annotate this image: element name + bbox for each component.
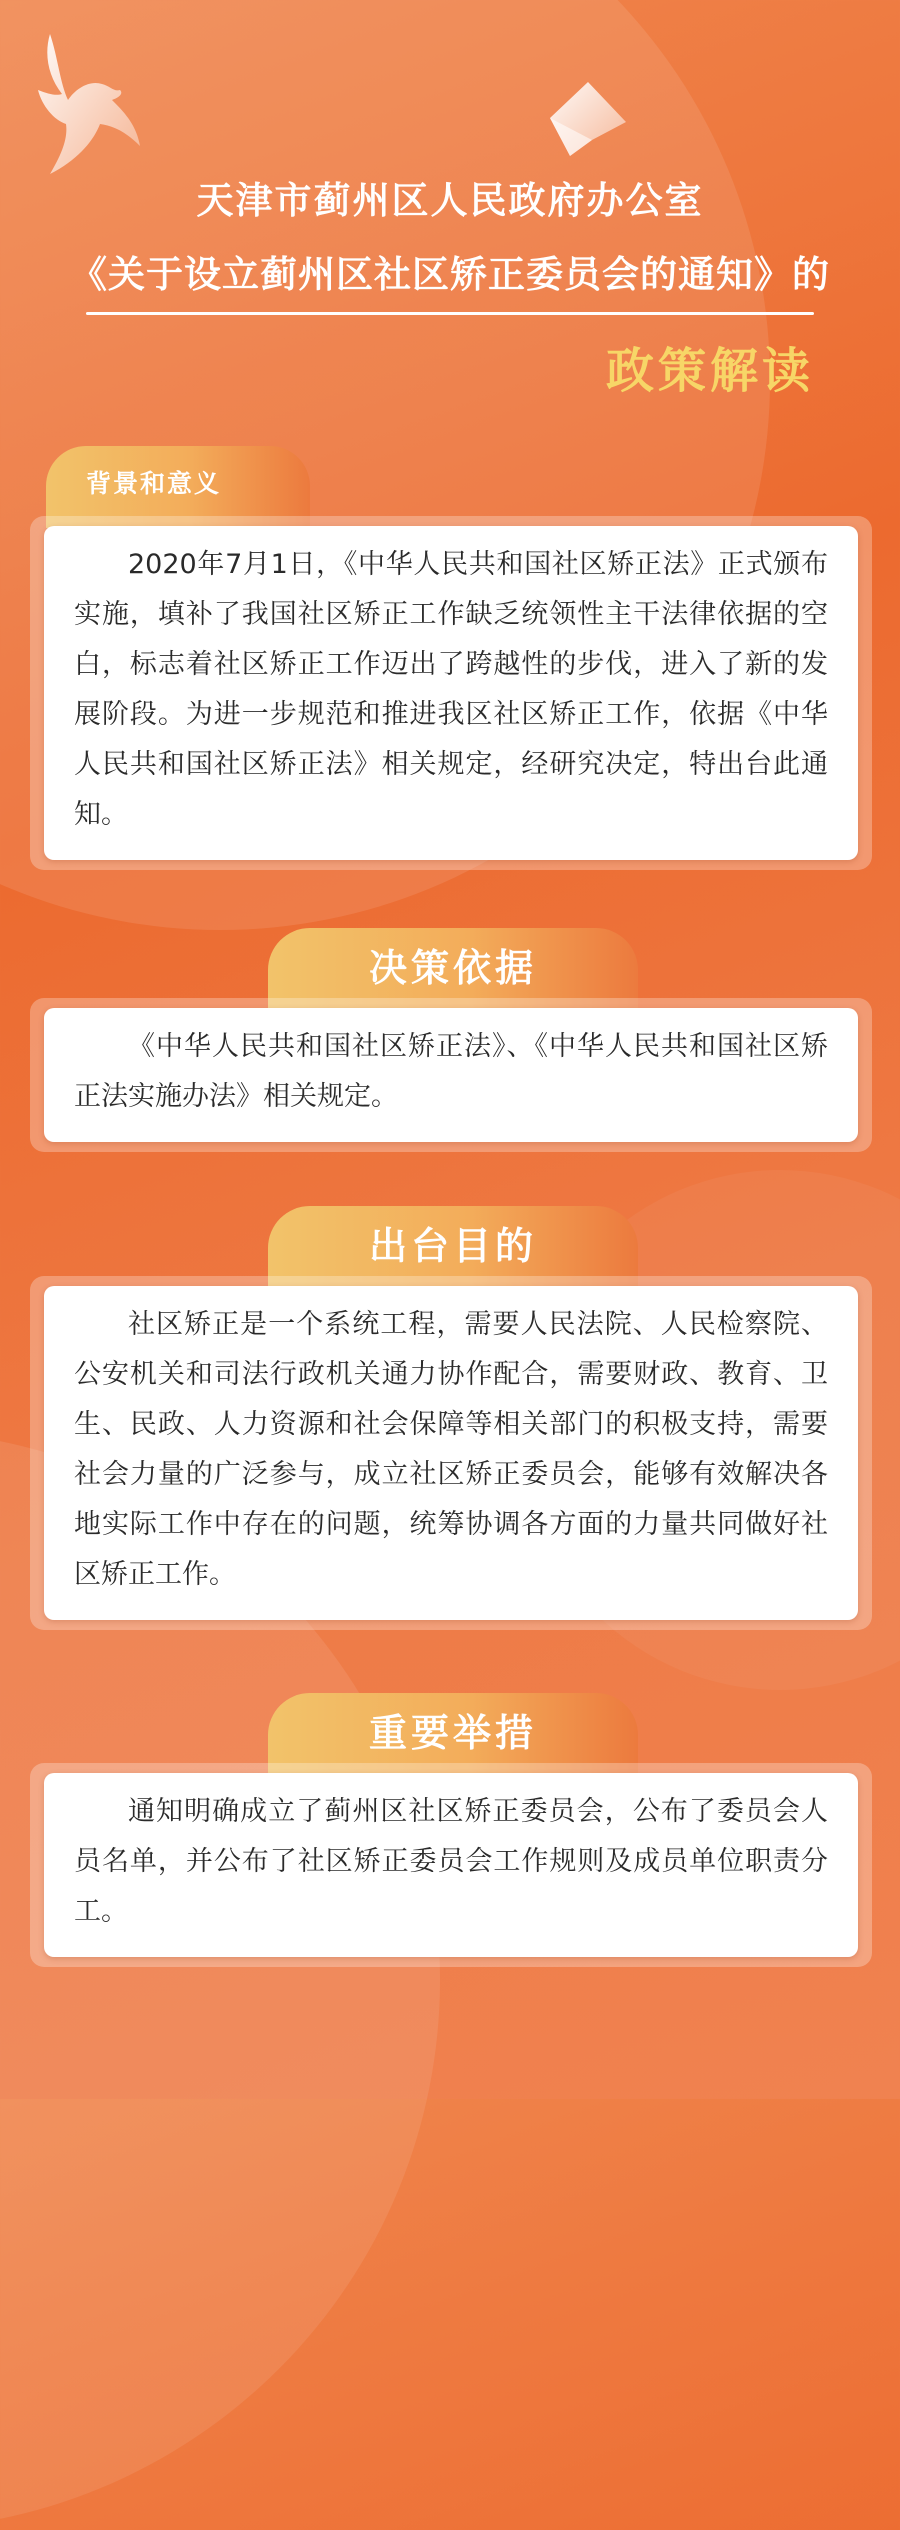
title-divider [86, 312, 814, 315]
subtitle: 政策解读 [605, 343, 814, 399]
section-card [44, 1286, 858, 1620]
section-tab: 决策依据 [268, 928, 638, 1010]
header [0, 170, 900, 399]
section-tab: 出台目的 [268, 1206, 638, 1288]
title-line-1: 天津市蓟州区人民政府办公室 [196, 179, 704, 222]
section-tab: 背景和意义 [46, 446, 310, 528]
section-card [44, 526, 858, 860]
section-tab: 重要举措 [268, 1693, 638, 1775]
section-frame [30, 1276, 872, 1630]
title-line-2: 《关于设立蓟州区社区矫正委员会的通知》的 [70, 253, 830, 296]
section-body: 通知明确成立了蓟州区社区矫正委员会，公布了委员会人员名单，并公布了社区矫正委员会工作规则及成员单位职责分工。 [74, 1796, 828, 1927]
section-card [44, 1008, 858, 1142]
section-frame [30, 1763, 872, 1967]
section-frame [30, 516, 872, 870]
section-card [44, 1773, 858, 1957]
section-body: 《中华人民共和国社区矫正法》、《中华人民共和国社区矫正法实施办法》相关规定。 [74, 1031, 828, 1112]
section-body: 社区矫正是一个系统工程，需要人民法院、人民检察院、公安机关和司法行政机关通力协作配合，需要财政、教育、卫生、民政、人力资源和社会保障等相关部门的积极支持，需要社会力量的广泛参与，成立社区矫正委员会，能够有效解决各地实际工作中存在的问题，统筹协调各方面的力量共同做好社区矫正工作。 [74, 1309, 828, 1590]
section-frame [30, 998, 872, 1152]
section-body: 2020年7月1日，《中华人民共和国社区矫正法》正式颁布实施，填补了我国社区矫正工作缺乏统领性主干法律依据的空白，标志着社区矫正工作迈出了跨越性的步伐，进入了新的发展阶段。为进一步规范和推进我区社区矫正工作，依据《中华人民共和国社区矫正法》相关规定，经研究决定，特出台此通知。 [74, 549, 828, 830]
dove-icon [28, 28, 143, 178]
paper-icon [540, 78, 630, 158]
